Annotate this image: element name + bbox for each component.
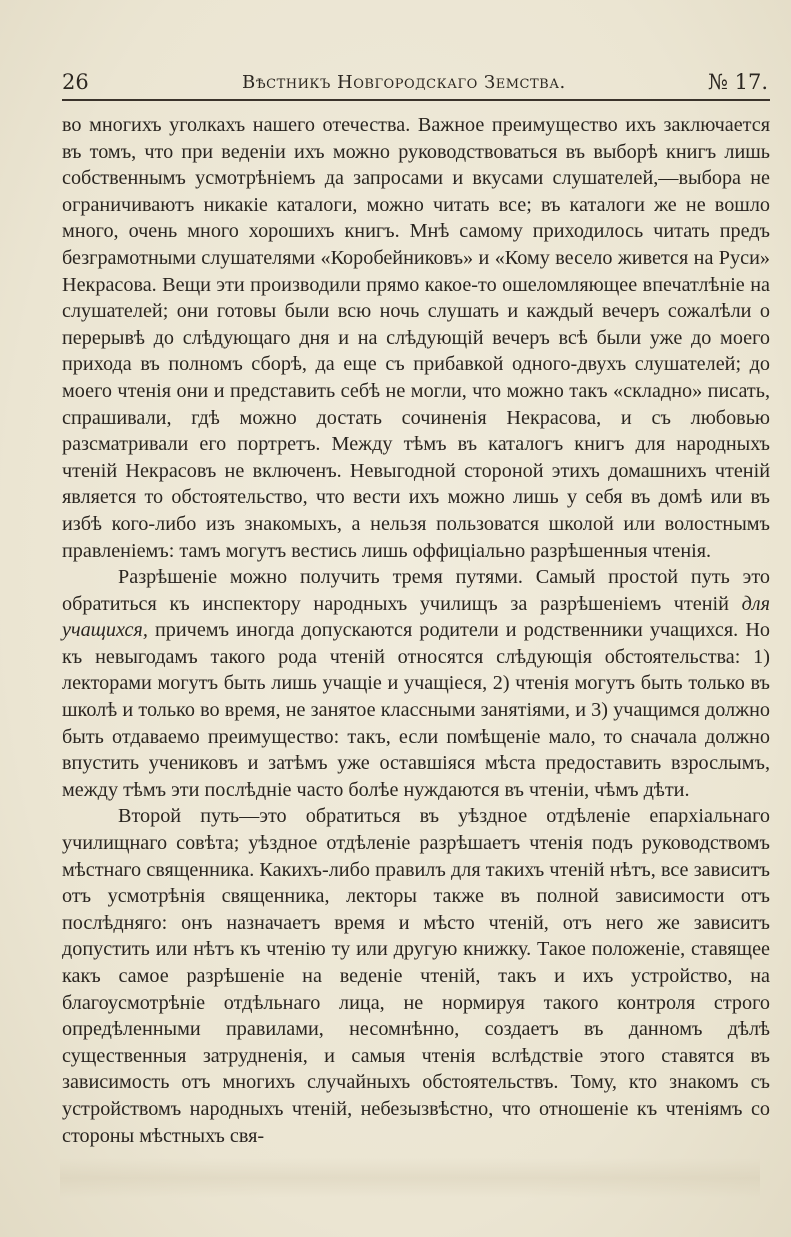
paragraph-2-emphasis: для учащихся, [62, 592, 770, 642]
paragraph-2-end: причемъ иногда допускаются родители и родственники учащихся. Но къ невыгодамъ такого рода чтеній относятся слѣдующія обстоятельства: 1) лекторами могутъ быть лишь учащіе и учащіеся, 2) чтенія могутъ быть только въ школѣ и только во время, не занятое классными занятіями, и 3) учащимся должно быть отдаваемо преимущество: такъ, если помѣщеніе мало, то сначала должно впустить учениковъ и затѣмъ уже оставшіяся мѣста предоставить взрослымъ, между тѣмъ эти послѣдніе часто болѣе нуждаются въ чтеніи, чѣмъ дѣти. [62, 619, 770, 801]
paragraph-2-start: Разрѣшеніе можно получить тремя путями. Самый простой путь это обратиться къ инспектору народныхъ училищъ за разрѣшеніемъ чтеній [62, 566, 770, 615]
page-number: 26 [62, 70, 89, 94]
running-header [62, 66, 770, 100]
header-rule [62, 99, 770, 101]
paragraph-2 [62, 564, 770, 803]
page-bleed-through [60, 1158, 760, 1198]
journal-title: Вѣстникъ Новгородскаго Земства. [242, 72, 566, 93]
paragraph-3: Второй путь—это обратиться въ уѣздное отдѣленіе епархіальнаго училищнаго совѣта; уѣздное отдѣленіе разрѣшаетъ чтенія подъ руководствомъ мѣстнаго священника. Какихъ-либо правилъ для такихъ чтеній нѣтъ, все зависитъ отъ усмотрѣнія священника, лекторы также въ полной зависимости отъ послѣдняго: онъ назначаетъ время и мѣсто чтеній, отъ него же зависитъ допустить или нѣтъ къ чтенію ту или другую книжку. Такое положеніе, ставящее какъ самое разрѣшеніе на веденіе чтеній, такъ и ихъ устройство, на благоусмотрѣніе отдѣльнаго лица, не нормируя такого контроля строго опредѣленными правилами, несомнѣнно, создаетъ въ данномъ дѣлѣ существенныя затрудненія, и самыя чтенія вслѣдствіе этого ставятся въ зависимость отъ многихъ случайныхъ обстоятельствъ. Тому, кто знакомъ съ устройствомъ народныхъ чтеній, небезызвѣстно, что отношеніе къ чтеніямъ со стороны мѣстныхъ свя- [62, 805, 770, 1147]
paragraph-1: во многихъ уголкахъ нашего отечества. Важное преимущество ихъ заключается въ томъ, что при веденіи ихъ можно руководствоваться въ выборѣ книгъ лишь собственнымъ усмотрѣніемъ да запросами и вкусами слушателей,—выбора не ограничиваютъ никакіе каталоги, можно читать все; въ каталоги же не вошло много, очень много хорошихъ книгъ. Мнѣ самому приходилось читать предъ безграмотными слушателями «Коробейниковъ» и «Кому весело живется на Руси» Некрасова. Вещи эти производили прямо какое-то ошеломляющее впечатлѣніе на слушателей; они готовы были всю ночь слушать и каждый вечеръ сожалѣли о перерывѣ до слѣдующаго дня и на слѣдующій вечеръ всѣ были уже до моего прихода въ полномъ сборѣ, да еще съ прибавкой одного-двухъ слушателей; до моего чтенія они и представить себѣ не могли, что можно такъ «складно» писать, спрашивали, гдѣ можно достать сочиненія Некрасова, и съ любовью разсматривали его портретъ. Между тѣмъ въ каталогъ книгъ для народныхъ чтеній Некрасовъ не включенъ. Невыгодной стороной этихъ домашнихъ чтеній является то обстоятельство, что вести ихъ можно лишь у себя въ домѣ или въ избѣ кого-либо изъ знакомыхъ, а нельзя пользоватся школой или волостнымъ правленіемъ: тамъ могутъ вестись лишь оффиціально разрѣшенныя чтенія. [62, 114, 770, 562]
article-body [62, 112, 770, 1149]
issue-number: № 17. [708, 70, 768, 94]
